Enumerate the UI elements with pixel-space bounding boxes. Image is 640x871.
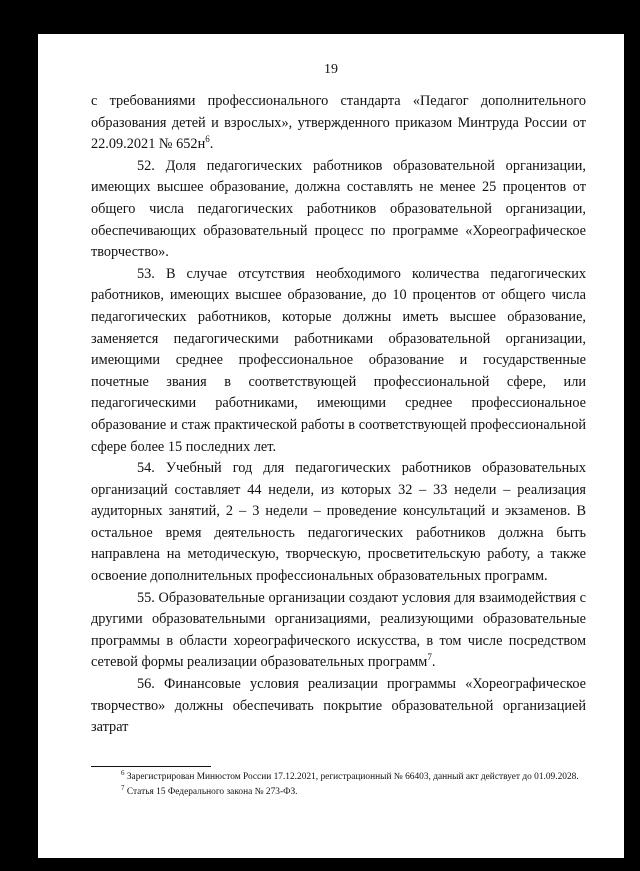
footnote-mark: 6: [121, 768, 125, 777]
page-number: 19: [324, 62, 338, 77]
footnote-ref-6[interactable]: 6: [205, 134, 210, 145]
footnote-6: $^6$ Зарегистрирован Минюстом России 17.12.2021, регистрационный № 66403, данный акт действует до 01.09.2028.: [121, 768, 579, 782]
footnotes: [91, 768, 586, 801]
paragraph-56: 56. Финансовые условия реализации программы «Хореографическое творчество» должны обеспечивать покрытие образовательной организацией затрат: [91, 676, 586, 736]
paragraph-54: 54. Учебный год для педагогических работников образовательных организаций составляет 44 недели, из которых 32 – 33 недели – реализация аудиторных занятий, 2 – 3 недели – проведение консультаций и экзаменов. В остальное время деятельность педагогических работников должна быть направлена на методическую, творческую, просветительскую работу, а также освоение дополнительных профессиональных образовательных программ.: [91, 460, 586, 585]
paragraph-52: 52. Доля педагогических работников образовательной организации, имеющих высшее образование, должна составлять не менее 25 процентов от общего числа педагогических работников образовательной организации, обеспечивающих образовательный процесс по программе «Хореографическое творчество».: [91, 157, 586, 261]
paragraph-55: 55. Образовательные организации создают условия для взаимодействия с другими образовательными организациями, реализующими образовательные программы в области хореографического искусства, в том числе посредством сетевой формы реализации образовательных программ$^7$.: [91, 589, 586, 671]
body-text: [91, 91, 586, 739]
footnote-ref-7[interactable]: 7: [427, 652, 432, 663]
paragraph-continuation: с требованиями профессионального стандарта «Педагог дополнительного образования детей и взрослых», утвержденного приказом Минтруда России от 22.09.2021 № $652н^6$.: [91, 93, 586, 153]
document-page: [38, 34, 624, 858]
footnote-7: $^7$ Статья 15 Федерального закона № 273-ФЗ.: [121, 783, 298, 797]
footnote-separator: [91, 766, 211, 767]
paragraph-53: 53. В случае отсутствия необходимого количества педагогических работников, имеющих высшее образование, до 10 процентов от общего числа педагогических работников, которые должны иметь высшее образование, заменяется педагогическими работниками образовательной организации, имеющими среднее профессиональное образование и государственные почетные звания в соответствующей профессиональной сфере, или педагогическими работниками, имеющими среднее профессиональное образование и стаж практической работы в соответствующей профессиональной сфере более 15 последних лет.: [91, 265, 586, 455]
footnote-mark: 7: [121, 783, 125, 792]
